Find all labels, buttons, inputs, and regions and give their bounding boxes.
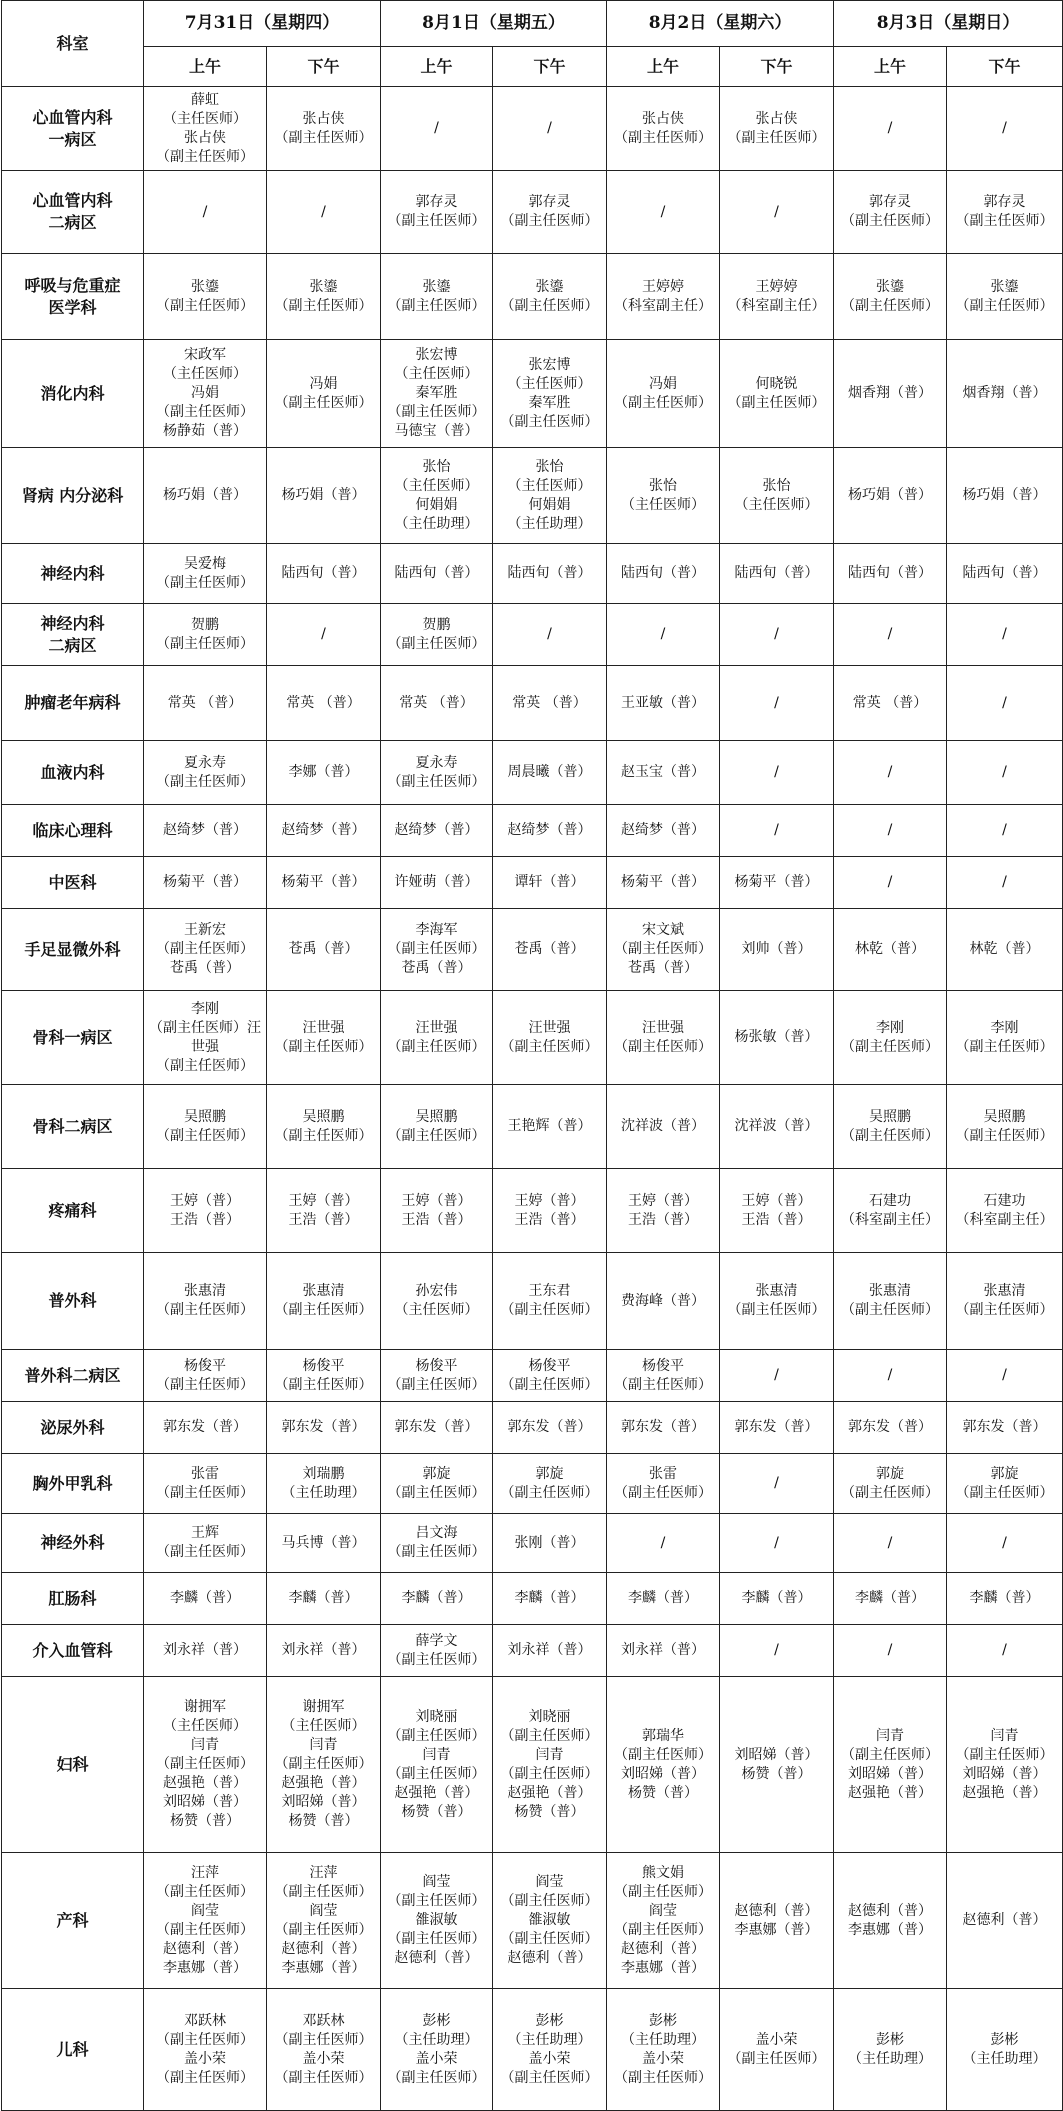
schedule-cell: 谢拥军 （主任医师） 闫青 （副主任医师） 赵强艳（普） 刘昭娣（普） 杨赞（普） [144,1677,267,1853]
schedule-cell: 王艳辉（普） [493,1085,607,1169]
schedule-cell: 李麟（普） [947,1573,1063,1625]
am-header: 上午 [834,47,947,87]
schedule-cell: 邓跃林 （副主任医师） 盖小荣 （副主任医师） [144,1989,267,2111]
schedule-cell: 吴照鹏 （副主任医师） [834,1085,947,1169]
schedule-cell: 张惠清 （副主任医师） [144,1253,267,1350]
schedule-cell: 阎莹 （副主任医师） 雒淑敏 （副主任医师） 赵德利（普） [493,1853,607,1989]
table-row [2,666,1063,741]
schedule-cell: 陆西旬（普） [834,544,947,604]
schedule-cell: / [720,604,834,666]
date-header-row [2,1,1063,47]
table-row [2,1677,1063,1853]
schedule-cell: 李麟（普） [607,1573,720,1625]
schedule-cell: / [720,1514,834,1573]
schedule-cell: 郭旋 （副主任医师） [381,1454,493,1514]
schedule-cell: 王婷（普） 王浩（普） [493,1169,607,1253]
table-row [2,1514,1063,1573]
table-row [2,1573,1063,1625]
dept-name: 临床心理科 [2,805,144,857]
schedule-cell: 夏永寿 （副主任医师） [381,741,493,805]
schedule-cell: 郭旋 （副主任医师） [834,1454,947,1514]
schedule-cell: 刘昭娣（普） 杨赞（普） [720,1677,834,1853]
schedule-cell: / [947,87,1063,171]
pm-header: 下午 [947,47,1063,87]
schedule-cell: 盖小荣 （副主任医师） [720,1989,834,2111]
dept-name: 介入血管科 [2,1625,144,1677]
schedule-cell: 赵玉宝（普） [607,741,720,805]
schedule-cell: 刘帅（普） [720,909,834,991]
schedule-cell: 常英 （普） [834,666,947,741]
schedule-cell: 阎莹 （副主任医师） 雒淑敏 （副主任医师） 赵德利（普） [381,1853,493,1989]
schedule-cell: 李娜（普） [267,741,381,805]
schedule-cell: 刘永祥（普） [607,1625,720,1677]
schedule-cell: 周晨曦（普） [493,741,607,805]
schedule-cell: 宋文斌 （副主任医师） 苍禹（普） [607,909,720,991]
schedule-cell: 杨菊平（普） [144,857,267,909]
schedule-cell: / [720,1625,834,1677]
schedule-cell: 郭东发（普） [720,1402,834,1454]
schedule-cell: 张怡 （主任医师） [720,448,834,544]
dept-name: 血液内科 [2,741,144,805]
date-header: 7月31日（星期四） [144,1,381,47]
schedule-cell: 王婷（普） 王浩（普） [144,1169,267,1253]
schedule-cell: 赵德利（普） 李惠娜（普） [720,1853,834,1989]
dept-name: 妇科 [2,1677,144,1853]
schedule-cell: 杨俊平 （副主任医师） [381,1350,493,1402]
schedule-cell: 王亚敏（普） [607,666,720,741]
schedule-cell: / [947,1625,1063,1677]
dept-name: 疼痛科 [2,1169,144,1253]
table-row [2,1989,1063,2111]
schedule-cell: / [720,171,834,254]
schedule-cell: 夏永寿 （副主任医师） [144,741,267,805]
schedule-cell: 张鎏 （副主任医师） [144,254,267,340]
schedule-cell: 杨张敏（普） [720,991,834,1085]
schedule-cell: 贺鹏 （副主任医师） [144,604,267,666]
am-header: 上午 [607,47,720,87]
table-row [2,857,1063,909]
schedule-cell: 烟香翔（普） [947,340,1063,448]
schedule-cell: 赵绮梦（普） [144,805,267,857]
schedule-cell: 张惠清 （副主任医师） [947,1253,1063,1350]
schedule-cell: 沈祥波（普） [607,1085,720,1169]
schedule-cell: 彭彬 （主任助理） 盖小荣 （副主任医师） [607,1989,720,2111]
schedule-cell: / [834,1350,947,1402]
schedule-cell: 常英 （普） [381,666,493,741]
schedule-cell: 熊文娟 （副主任医师） 阎莹 （副主任医师） 赵德利（普） 李惠娜（普） [607,1853,720,1989]
schedule-cell: 张鎏 （副主任医师） [834,254,947,340]
pm-header: 下午 [493,47,607,87]
schedule-cell: 何晓锐 （副主任医师） [720,340,834,448]
schedule-cell: 杨俊平 （副主任医师） [144,1350,267,1402]
schedule-cell: 李麟（普） [720,1573,834,1625]
schedule-cell: / [947,666,1063,741]
schedule-cell: 李麟（普） [381,1573,493,1625]
schedule-cell: 冯娟 （副主任医师） [267,340,381,448]
table-row [2,87,1063,171]
schedule-cell: 赵德利（普） [947,1853,1063,1989]
schedule-cell: 陆西旬（普） [493,544,607,604]
schedule-cell: / [607,604,720,666]
schedule-cell: 郭东发（普） [381,1402,493,1454]
schedule-cell: 郭东发（普） [834,1402,947,1454]
schedule-cell: 杨巧娟（普） [834,448,947,544]
schedule-cell: 彭彬 （主任助理） 盖小荣 （副主任医师） [493,1989,607,2111]
dept-name: 泌尿外科 [2,1402,144,1454]
schedule-cell: 宋政军 （主任医师） 冯娟 （副主任医师） 杨静茹（普） [144,340,267,448]
schedule-cell: 李刚 （副主任医师） [834,991,947,1085]
schedule-cell: 林乾（普） [834,909,947,991]
schedule-cell: 汪世强 （副主任医师） [607,991,720,1085]
schedule-cell: 彭彬 （主任助理） 盖小荣 （副主任医师） [381,1989,493,2111]
dept-name: 肾病 内分泌科 [2,448,144,544]
halfday-header-row [2,47,1063,87]
schedule-cell: 薛虹 （主任医师） 张占侠 （副主任医师） [144,87,267,171]
am-header: 上午 [381,47,493,87]
schedule-cell: 陆西旬（普） [267,544,381,604]
table-row [2,1454,1063,1514]
schedule-cell: 陆西旬（普） [720,544,834,604]
schedule-cell: / [720,1350,834,1402]
schedule-cell: 马兵博（普） [267,1514,381,1573]
schedule-cell: 郭东发（普） [267,1402,381,1454]
schedule-cell: 张怡 （主任医师） 何娟娟 （主任助理） [493,448,607,544]
schedule-cell: 陆西旬（普） [947,544,1063,604]
table-row [2,340,1063,448]
schedule-cell: 王婷（普） 王浩（普） [720,1169,834,1253]
schedule-cell: 闫青 （副主任医师） 刘昭娣（普） 赵强艳（普） [834,1677,947,1853]
dept-name: 呼吸与危重症 医学科 [2,254,144,340]
dept-name: 普外科 [2,1253,144,1350]
schedule-cell: 汪世强 （副主任医师） [381,991,493,1085]
dept-name: 胸外甲乳科 [2,1454,144,1514]
date-header: 8月1日（星期五） [381,1,607,47]
schedule-cell: 杨俊平 （副主任医师） [493,1350,607,1402]
dept-name: 肛肠科 [2,1573,144,1625]
schedule-cell: 薛学文 （副主任医师） [381,1625,493,1677]
dept-name: 普外科二病区 [2,1350,144,1402]
schedule-cell: 王婷（普） 王浩（普） [381,1169,493,1253]
schedule-cell: 吴照鹏 （副主任医师） [144,1085,267,1169]
schedule-cell: 吴照鹏 （副主任医师） [381,1085,493,1169]
schedule-cell: 赵绮梦（普） [267,805,381,857]
schedule-cell: 郭东发（普） [607,1402,720,1454]
schedule-cell: / [947,1514,1063,1573]
schedule-cell: 王婷婷 （科室副主任） [607,254,720,340]
schedule-cell: / [607,171,720,254]
schedule-cell: 邓跃林 （副主任医师） 盖小荣 （副主任医师） [267,1989,381,2111]
dept-name: 骨科一病区 [2,991,144,1085]
schedule-cell: / [720,666,834,741]
table-row [2,1350,1063,1402]
schedule-cell: / [834,87,947,171]
table-row [2,1085,1063,1169]
schedule-cell: 郭东发（普） [947,1402,1063,1454]
table-row [2,909,1063,991]
schedule-cell: 王婷婷 （科室副主任） [720,254,834,340]
schedule-cell: 冯娟 （副主任医师） [607,340,720,448]
schedule-cell: 赵绮梦（普） [381,805,493,857]
schedule-cell: 王辉 （副主任医师） [144,1514,267,1573]
dept-name: 消化内科 [2,340,144,448]
schedule-cell: 赵绮梦（普） [493,805,607,857]
schedule-cell: / [720,805,834,857]
schedule-cell: 李麟（普） [493,1573,607,1625]
schedule-cell: 李海军 （副主任医师） 苍禹（普） [381,909,493,991]
table-row [2,741,1063,805]
schedule-cell: / [834,1514,947,1573]
schedule-cell: 常英 （普） [493,666,607,741]
schedule-cell: 张宏博 （主任医师） 秦军胜 （副主任医师） [493,340,607,448]
schedule-cell: 李麟（普） [267,1573,381,1625]
schedule-cell: 刘晓丽 （副主任医师） 闫青 （副主任医师） 赵强艳（普） 杨赞（普） [493,1677,607,1853]
table-row [2,1402,1063,1454]
schedule-cell: 刘永祥（普） [144,1625,267,1677]
dept-name: 神经内科 [2,544,144,604]
schedule-cell: 吴照鹏 （副主任医师） [947,1085,1063,1169]
schedule-cell: 杨巧娟（普） [144,448,267,544]
schedule-cell: 张雷 （副主任医师） [607,1454,720,1514]
schedule-cell: 常英 （普） [144,666,267,741]
schedule-cell: 张鎏 （副主任医师） [947,254,1063,340]
table-row [2,544,1063,604]
dept-name: 心血管内科 二病区 [2,171,144,254]
schedule-cell: / [144,171,267,254]
table-row [2,991,1063,1085]
schedule-cell: 郭存灵 （副主任医师） [947,171,1063,254]
schedule-cell: 张鎏 （副主任医师） [267,254,381,340]
schedule-cell: 郭东发（普） [144,1402,267,1454]
schedule-body [2,87,1063,2111]
schedule-cell: 林乾（普） [947,909,1063,991]
dept-name: 心血管内科 一病区 [2,87,144,171]
schedule-cell: 刘永祥（普） [267,1625,381,1677]
schedule-cell: 杨巧娟（普） [947,448,1063,544]
dept-name: 骨科二病区 [2,1085,144,1169]
pm-header: 下午 [267,47,381,87]
schedule-cell: 石建功 （科室副主任） [834,1169,947,1253]
dept-name: 神经外科 [2,1514,144,1573]
schedule-cell: 彭彬 （主任助理） [834,1989,947,2111]
schedule-cell: / [947,857,1063,909]
schedule-cell: / [834,604,947,666]
schedule-cell: 赵德利（普） 李惠娜（普） [834,1853,947,1989]
schedule-cell: 谭轩（普） [493,857,607,909]
schedule-cell: 张惠清 （副主任医师） [720,1253,834,1350]
schedule-cell: 吕文海 （副主任医师） [381,1514,493,1573]
schedule-cell: 烟香翔（普） [834,340,947,448]
schedule-cell: 张惠清 （副主任医师） [267,1253,381,1350]
schedule-cell: 杨巧娟（普） [267,448,381,544]
schedule-cell: / [947,604,1063,666]
schedule-cell: / [834,1625,947,1677]
schedule-cell: 郭存灵 （副主任医师） [493,171,607,254]
schedule-cell: / [834,857,947,909]
schedule-cell: 刘瑞鹏 （主任助理） [267,1454,381,1514]
schedule-cell: / [834,805,947,857]
table-row [2,1253,1063,1350]
schedule-cell: 张占侠 （副主任医师） [607,87,720,171]
schedule-cell: 彭彬 （主任助理） [947,1989,1063,2111]
schedule-cell: 刘晓丽 （副主任医师） 闫青 （副主任医师） 赵强艳（普） 杨赞（普） [381,1677,493,1853]
schedule-cell: 张怡 （主任医师） 何娟娟 （主任助理） [381,448,493,544]
schedule-cell: / [947,1350,1063,1402]
schedule-cell: 赵绮梦（普） [607,805,720,857]
dept-name: 产科 [2,1853,144,1989]
schedule-cell: 贺鹏 （副主任医师） [381,604,493,666]
schedule-cell: / [947,805,1063,857]
schedule-cell: 郭旋 （副主任医师） [493,1454,607,1514]
schedule-cell: 石建功 （科室副主任） [947,1169,1063,1253]
schedule-cell: 王婷（普） 王浩（普） [267,1169,381,1253]
schedule-cell: 闫青 （副主任医师） 刘昭娣（普） 赵强艳（普） [947,1677,1063,1853]
schedule-cell: 杨俊平 （副主任医师） [267,1350,381,1402]
schedule-cell: 李刚 （副主任医师） [947,991,1063,1085]
dept-header: 科室 [2,1,144,87]
schedule-cell: 费海峰（普） [607,1253,720,1350]
am-header: 上午 [144,47,267,87]
schedule-cell: 李刚 （副主任医师）汪 世强 （副主任医师） [144,991,267,1085]
schedule-cell: 吴爱梅 （副主任医师） [144,544,267,604]
schedule-cell: 张鎏 （副主任医师） [381,254,493,340]
dept-name: 手足显微外科 [2,909,144,991]
schedule-cell: / [947,741,1063,805]
schedule-cell: / [720,741,834,805]
date-header: 8月3日（星期日） [834,1,1063,47]
schedule-cell: 郭存灵 （副主任医师） [834,171,947,254]
schedule-cell: 孙宏伟 （主任医师） [381,1253,493,1350]
schedule-cell: 张怡 （主任医师） [607,448,720,544]
schedule-cell: 王新宏 （副主任医师） 苍禹（普） [144,909,267,991]
schedule-cell: / [607,1514,720,1573]
schedule-cell: 张惠清 （副主任医师） [834,1253,947,1350]
schedule-cell: 杨菊平（普） [720,857,834,909]
table-row [2,448,1063,544]
schedule-cell: / [493,87,607,171]
schedule-cell: 苍禹（普） [267,909,381,991]
schedule-cell: 杨俊平 （副主任医师） [607,1350,720,1402]
schedule-cell: / [493,604,607,666]
table-row [2,1625,1063,1677]
schedule-cell: 王婷（普） 王浩（普） [607,1169,720,1253]
schedule-cell: 常英 （普） [267,666,381,741]
dept-name: 中医科 [2,857,144,909]
schedule-cell: / [267,171,381,254]
schedule-cell: 沈祥波（普） [720,1085,834,1169]
schedule-cell: 郭东发（普） [493,1402,607,1454]
table-row [2,1853,1063,1989]
date-header: 8月2日（星期六） [607,1,834,47]
schedule-cell: 杨菊平（普） [267,857,381,909]
pm-header: 下午 [720,47,834,87]
dept-name: 肿瘤老年病科 [2,666,144,741]
schedule-cell: 陆西旬（普） [607,544,720,604]
schedule-cell: 李麟（普） [834,1573,947,1625]
schedule-cell: 许娅萌（普） [381,857,493,909]
schedule-cell: 王东君 （副主任医师） [493,1253,607,1350]
schedule-cell: 谢拥军 （主任医师） 闫青 （副主任医师） 赵强艳（普） 刘昭娣（普） 杨赞（普） [267,1677,381,1853]
table-row [2,254,1063,340]
schedule-cell: / [267,604,381,666]
schedule-cell: 汪世强 （副主任医师） [267,991,381,1085]
schedule-cell: / [834,741,947,805]
schedule-cell: / [381,87,493,171]
table-row [2,1169,1063,1253]
table-row [2,171,1063,254]
schedule-cell: 张宏博 （主任医师） 秦军胜 （副主任医师） 马德宝（普） [381,340,493,448]
dept-name: 神经内科 二病区 [2,604,144,666]
schedule-cell: 张占侠 （副主任医师） [720,87,834,171]
schedule-cell: 汪世强 （副主任医师） [493,991,607,1085]
table-row [2,805,1063,857]
schedule-cell: 郭存灵 （副主任医师） [381,171,493,254]
schedule-cell: 苍禹（普） [493,909,607,991]
schedule-cell: 张占侠 （副主任医师） [267,87,381,171]
schedule-cell: 郭瑞华 （副主任医师） 刘昭娣（普） 杨赞（普） [607,1677,720,1853]
schedule-cell: 郭旋 （副主任医师） [947,1454,1063,1514]
dept-name: 儿科 [2,1989,144,2111]
duty-schedule-table [1,0,1063,2111]
schedule-cell: 陆西旬（普） [381,544,493,604]
schedule-cell: 吴照鹏 （副主任医师） [267,1085,381,1169]
schedule-cell: 李麟（普） [144,1573,267,1625]
schedule-cell: 张鎏 （副主任医师） [493,254,607,340]
schedule-cell: 刘永祥（普） [493,1625,607,1677]
schedule-cell: 汪萍 （副主任医师） 阎莹 （副主任医师） 赵德利（普） 李惠娜（普） [267,1853,381,1989]
schedule-cell: 张雷 （副主任医师） [144,1454,267,1514]
schedule-cell: 杨菊平（普） [607,857,720,909]
schedule-cell: 张刚（普） [493,1514,607,1573]
schedule-cell: / [720,1454,834,1514]
table-row [2,604,1063,666]
schedule-cell: 汪萍 （副主任医师） 阎莹 （副主任医师） 赵德利（普） 李惠娜（普） [144,1853,267,1989]
